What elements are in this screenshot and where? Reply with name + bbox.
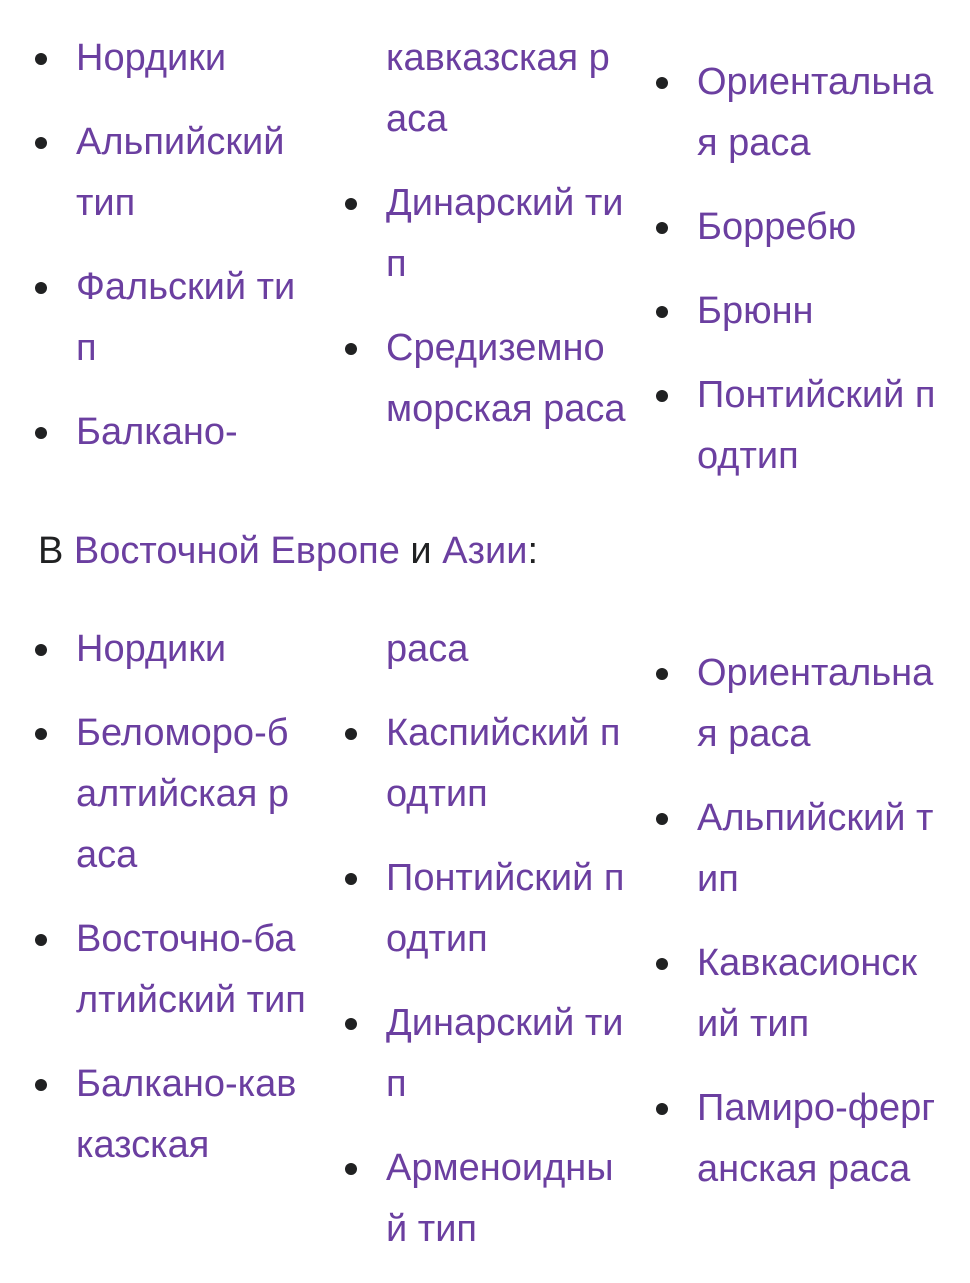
list-item: [386, 848, 626, 970]
bullet-icon: [656, 1103, 668, 1115]
bullet-icon: [35, 934, 47, 946]
list-item: [76, 28, 306, 89]
list-item: [697, 281, 947, 342]
race-link[interactable]: Брюнн: [697, 290, 814, 332]
list-item: [76, 703, 306, 886]
list-item: [697, 643, 947, 765]
race-link[interactable]: Борребю: [697, 206, 857, 248]
race-link[interactable]: кавказская раса: [386, 37, 610, 140]
list-item: [76, 402, 306, 463]
list-item-continuation: [386, 28, 626, 150]
race-link[interactable]: Памиро-ферганская раса: [697, 1087, 936, 1190]
race-link[interactable]: Нордики: [76, 628, 227, 670]
list-item: [386, 318, 626, 440]
bullet-icon: [345, 343, 357, 355]
heading-suffix: :: [527, 530, 539, 572]
list-item: [697, 365, 947, 487]
race-link[interactable]: Понтийский подтип: [697, 374, 936, 477]
bullet-icon: [656, 222, 668, 234]
top-list-column-2: [386, 28, 626, 463]
top-list-column-3: [697, 52, 947, 510]
race-link[interactable]: Нордики: [76, 37, 227, 79]
list-item: [76, 112, 306, 234]
list-item: [697, 1078, 947, 1200]
race-link[interactable]: Арменоидны й тип: [386, 1147, 614, 1250]
race-link[interactable]: Динарский тип: [386, 182, 624, 285]
list-item: [76, 257, 306, 379]
list-item: [697, 52, 947, 174]
list-item: [386, 993, 626, 1115]
top-list-column-1: [76, 28, 306, 486]
race-link[interactable]: Беломоро-балтийская раса: [76, 712, 290, 876]
list-item: [76, 619, 306, 680]
bullet-icon: [35, 1079, 47, 1091]
list-item: [386, 703, 626, 825]
list-item: [697, 933, 947, 1055]
list-item: [386, 173, 626, 295]
bottom-list-column-1: [76, 619, 306, 1199]
race-link[interactable]: Восточно-балтийский тип: [76, 918, 306, 1021]
list-item: [697, 788, 947, 910]
bottom-list-column-3: [697, 643, 947, 1223]
bullet-icon: [35, 53, 47, 65]
list-item: [76, 1054, 306, 1176]
bullet-icon: [345, 873, 357, 885]
bullet-icon: [35, 137, 47, 149]
bullet-icon: [35, 282, 47, 294]
race-link[interactable]: Балкано-: [76, 411, 238, 453]
race-link[interactable]: Альпийский тип: [697, 797, 934, 900]
race-link[interactable]: Фальский тип: [76, 266, 296, 369]
bullet-icon: [656, 668, 668, 680]
bullet-icon: [35, 644, 47, 656]
eastern-europe-link[interactable]: Восточной Европе: [73, 530, 400, 572]
bullet-icon: [345, 728, 357, 740]
heading-prefix: В: [38, 530, 74, 572]
bullet-icon: [345, 198, 357, 210]
bullet-icon: [35, 728, 47, 740]
section-heading: [38, 521, 538, 582]
heading-middle: и: [399, 530, 443, 572]
bullet-icon: [656, 306, 668, 318]
race-link[interactable]: Альпийский тип: [76, 121, 285, 224]
bullet-icon: [656, 958, 668, 970]
race-link[interactable]: Понтийский подтип: [386, 857, 625, 960]
race-link[interactable]: Средиземно морская раса: [386, 327, 626, 430]
bullet-icon: [656, 77, 668, 89]
bullet-icon: [656, 390, 668, 402]
bottom-list-column-2: [386, 619, 626, 1283]
bullet-icon: [656, 813, 668, 825]
race-link[interactable]: Ориентальна я раса: [697, 61, 934, 164]
race-link[interactable]: Балкано-кавказская: [76, 1063, 297, 1166]
race-link[interactable]: Динарский тип: [386, 1002, 624, 1105]
list-item: [76, 909, 306, 1031]
bullet-icon: [345, 1163, 357, 1175]
asia-link[interactable]: Азии: [442, 530, 528, 572]
bullet-icon: [345, 1018, 357, 1030]
race-link[interactable]: раса: [386, 628, 469, 670]
list-item: [386, 1138, 626, 1260]
race-link[interactable]: Ориентальна я раса: [697, 652, 934, 755]
list-item-continuation: [386, 619, 626, 680]
race-link[interactable]: Кавкасионск ий тип: [697, 942, 918, 1045]
race-link[interactable]: Каспийский подтип: [386, 712, 621, 815]
bullet-icon: [35, 427, 47, 439]
list-item: [697, 197, 947, 258]
